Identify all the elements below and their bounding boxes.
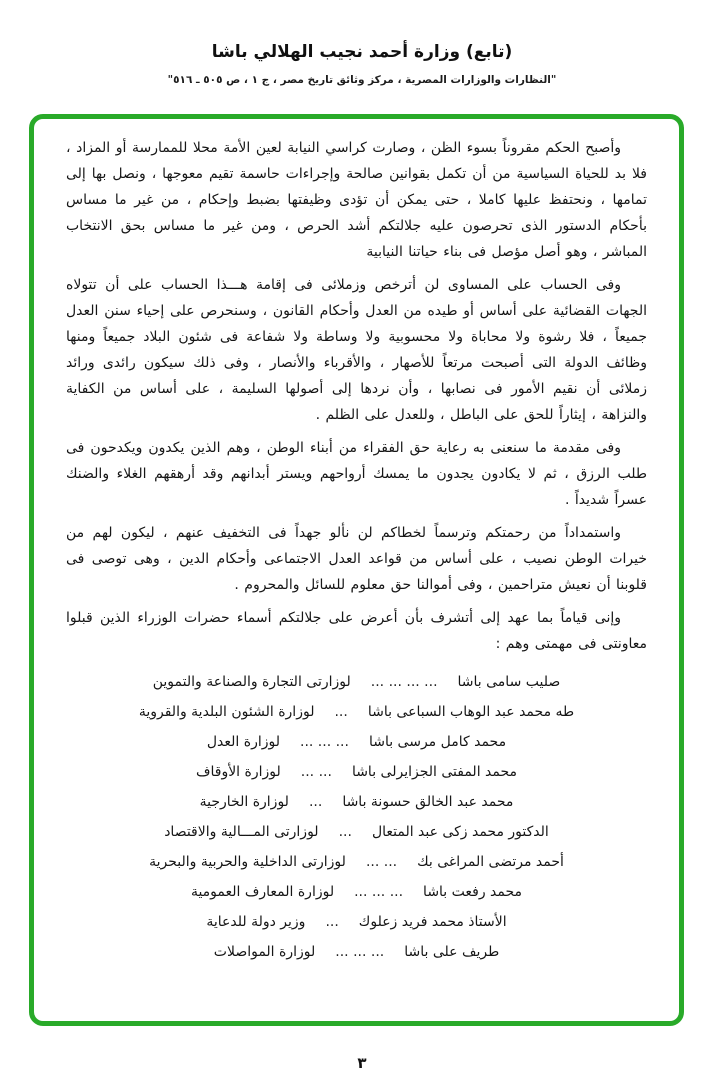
paragraph: وإنى قياماً بما عهد إلى أتشرف بأن أعرض على جلالتكم أسماء حضرات الوزراء الذين قبلوا معاونتى فى مهمتى وهم :	[66, 610, 647, 652]
minister-dots: ... ... ...	[300, 734, 349, 750]
document-title: (تابع) وزارة أحمد نجيب الهلالي باشا	[211, 42, 513, 62]
minister-row	[66, 667, 647, 697]
minister-name: أحمد مرتضى المراغى بك	[417, 854, 564, 870]
minister-row	[66, 697, 647, 727]
minister-row	[66, 937, 647, 967]
minister-name: محمد رفعت باشا	[423, 884, 523, 900]
minister-dots: ...	[334, 704, 348, 720]
minister-name: طه محمد عبد الوهاب السباعى باشا	[367, 704, 575, 720]
minister-row	[66, 847, 647, 877]
green-border-frame	[29, 114, 684, 1026]
minister-row	[66, 817, 647, 847]
minister-dots: ...	[338, 824, 352, 840]
minister-ministry: وزير دولة للدعاية	[206, 914, 306, 930]
minister-dots: ... ... ... ...	[370, 674, 438, 690]
paragraphs-container	[66, 135, 647, 657]
minister-ministry: لوزارة المواصلات	[213, 944, 316, 960]
minister-ministry: لوزارة العدل	[206, 734, 280, 750]
minister-row	[66, 727, 647, 757]
minister-ministry: لوزارتى الداخلية والحربية والبحرية	[149, 854, 346, 870]
minister-dots: ...	[308, 794, 323, 810]
minister-name: صليب سامى باشا	[457, 674, 561, 690]
minister-name: الدكتور محمد زكى عبد المتعال	[371, 824, 549, 840]
page-number: ٣	[357, 1054, 367, 1072]
ministers-list	[66, 667, 647, 967]
minister-ministry: لوزارة المعارف العمومية	[190, 884, 335, 900]
paragraph: وفى الحساب على المساوى لن أترخص وزملائى فى إقامة هـــذا الحساب على أن تتولاه الجهات القضائية على أساس أو طيده من العدل وأحكام القانون ، وسنحرص على إحياء سنن العدل جميعاً ، فلا رشوة ولا محاباة ولا محسوبية ولا وساطة ولا شفاعة فى شئون البلاد جميعاً ومنها وظائف الدولة التى أصبحت مرتعاً للأصهار ، والأقرباء والأنصار ، وفى ذلك سيكون رائدى ورائد زملائى أن نقيم الأمور فى نصابها ، وأن نردها إلى أصولها السليمة ، على أساس من الكفاية والنزاهة ، إيثاراً للحق على الباطل ، وللعدل على الظلم .	[66, 277, 647, 423]
minister-dots: ... ... ...	[335, 944, 385, 960]
minister-ministry: لوزارة الخارجية	[199, 794, 289, 810]
minister-name: الأستاذ محمد فريد زعلوك	[358, 914, 507, 930]
minister-dots: ... ... ...	[354, 884, 404, 900]
minister-name: طريف على باشا	[404, 944, 500, 960]
minister-row	[66, 907, 647, 937]
minister-ministry: لوزارتى التجارة والصناعة والتموين	[152, 674, 351, 690]
page-header	[0, 0, 724, 86]
minister-name: محمد عبد الخالق حسونة باشا	[342, 794, 514, 810]
minister-dots: ... ...	[365, 854, 398, 870]
document-body	[34, 119, 679, 977]
minister-name: محمد كامل مرسى باشا	[368, 734, 507, 750]
document-subtitle: "النظارات والوزارات المصرية ، مركز وثائق تاريخ مصر ، ج ١ ، ص ٥٠٥ ـ ٥١٦"	[167, 74, 557, 86]
paragraph: وأصبح الحكم مقروناً بسوء الظن ، وصارت كراسي النيابة لعين الأمة محلا للممارسة أو المزاد ، فلا بد للحياة السياسية من أن تكمل بقوانين صالحة وإجراءات حاسمة تقيم معوجها ، ونصل بها إلى تمامها ، ونحتفظ عليها كاملا ، حتى يمكن أن تؤدى وظيفتها بضبط وإحكام ، من غير ما مساس بأحكام الدستور الذى تحرصون عليه جلالتكم أشد الحرص ، ومن غير ما مساس بحق الانتخاب المباشر ، وهو أصل مؤصل فى بناء حياتنا النيابية	[66, 140, 647, 260]
minister-dots: ...	[325, 914, 339, 930]
minister-row	[66, 877, 647, 907]
minister-row	[66, 757, 647, 787]
minister-ministry: لوزارة الأوقاف	[195, 764, 281, 780]
minister-ministry: لوزارة الشئون البلدية والقروية	[138, 704, 315, 720]
minister-row	[66, 787, 647, 817]
minister-name: محمد المفتى الجزايرلى باشا	[351, 764, 518, 780]
minister-dots: ... ...	[300, 764, 332, 780]
minister-ministry: لوزارتى المـــالية والاقتصاد	[164, 824, 319, 840]
paragraph: وفى مقدمة ما سنعنى به رعاية حق الفقراء من أبناء الوطن ، وهم الذين يكدون ويكدحون فى طلب الرزق ، ثم لا يكادون يجدون ما يمسك أرواحهم ويستر أبدانهم وقد أرهقهم الغلاء والضنك عسراً شديداً .	[66, 440, 647, 508]
paragraph: واستمداداً من رحمتكم وترسماً لخطاكم لن نألو جهداً فى التخفيف عنهم ، ليكون لهم من خيرات الوطن نصيب ، على أساس من قواعد العدل الاجتماعى وأحكام الدين ، وهى توصى فى قلوبنا أن نعيش متراحمين ، وفى أموالنا حق معلوم للسائل والمحروم .	[66, 525, 647, 593]
